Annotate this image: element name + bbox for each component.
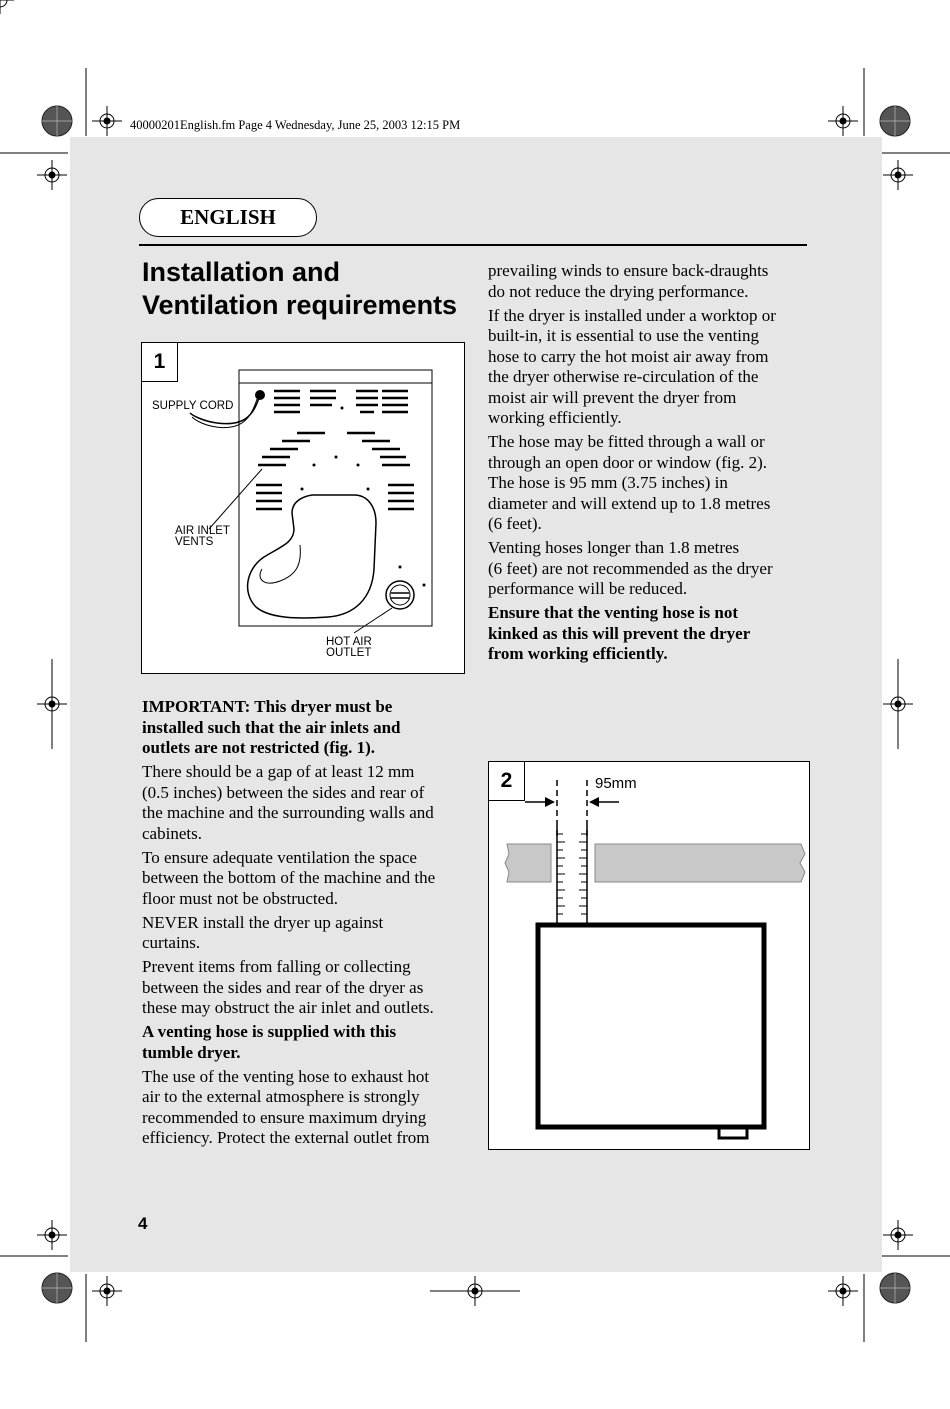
title-line: Ventilation requirements (142, 290, 458, 320)
title-line: Installation and (142, 257, 341, 287)
text-line: If the dryer is installed under a worktop or (488, 305, 776, 325)
figure-1-dryer-vents (141, 342, 465, 674)
text-line: kinked as this will prevent the dryer (488, 623, 751, 643)
text-line: the machine and the surrounding walls and (142, 803, 434, 822)
text-line: moist air will prevent the dryer from (488, 387, 737, 407)
text-line: Ensure that the venting hose is not (488, 603, 738, 622)
text-line: There should be a gap of at least 12 mm (142, 762, 415, 781)
figure-2-hose-through-wall (488, 761, 810, 1150)
page-number: 4 (138, 1214, 148, 1233)
text-line: working efficiently. (488, 408, 622, 427)
prevent-paragraph (142, 957, 464, 1019)
longer-paragraph (488, 538, 810, 600)
text-line: (6 feet). (488, 514, 542, 533)
text-line: floor must not be obstructed. (142, 888, 338, 908)
text-line: (0.5 inches) between the sides and rear of (142, 782, 425, 802)
text-line: outlets are not restricted (fig. 1). (142, 738, 376, 757)
text-line: between the sides and rear of the dryer as (142, 977, 424, 997)
text-line: between the bottom of the machine and the (142, 868, 436, 887)
text-line: tumble dryer. (142, 1042, 241, 1062)
text-line: Prevent items from falling or collecting (142, 957, 411, 976)
hot-air-label: HOT AIR (326, 636, 372, 648)
winds-paragraph (488, 261, 810, 302)
text-line: from working efficiently. (488, 644, 668, 663)
fitted-paragraph (488, 432, 810, 535)
hose-supplied-paragraph (142, 1022, 464, 1063)
text-line: diameter and will extend up to 1.8 metres (488, 493, 771, 513)
language-tab: ENGLISH (139, 198, 317, 237)
text-line: The use of the venting hose to exhaust hot (142, 1066, 430, 1086)
text-line: A venting hose is supplied with this (142, 1022, 397, 1041)
text-line: through an open door or window (fig. 2). (488, 452, 768, 472)
text-line: NEVER install the dryer up against (142, 912, 384, 932)
text-line: air to the external atmosphere is strongly (142, 1087, 420, 1106)
text-line: Venting hoses longer than 1.8 metres (488, 538, 740, 557)
print-header: 40000201English.fm Page 4 Wednesday, June 25, 2003 12:15 PM (130, 118, 461, 132)
supply-cord-label: SUPPLY CORD (152, 400, 234, 412)
text-line: IMPORTANT: This dryer must be (142, 697, 393, 716)
figure-number: 2 (488, 761, 525, 801)
text-line: efficiency. Protect the external outlet from (142, 1128, 430, 1147)
ensure-paragraph (488, 603, 810, 665)
worktop-paragraph (488, 306, 810, 429)
use-hose-paragraph (142, 1067, 464, 1149)
important-paragraph (142, 697, 464, 759)
text-line: curtains. (142, 933, 201, 952)
text-line: The hose is 95 mm (3.75 inches) in (488, 473, 728, 492)
header-rule (139, 244, 807, 246)
air-inlet-label: AIR INLET (175, 525, 230, 537)
hot-air-label-2: OUTLET (326, 647, 372, 659)
text-line: built-in, it is essential to use the venting (488, 326, 760, 345)
text-line: hose to carry the hot moist air away from (488, 346, 769, 366)
never-paragraph (142, 913, 464, 954)
gap-paragraph (142, 762, 464, 844)
text-line: cabinets. (142, 823, 202, 843)
right-text-column (488, 261, 810, 668)
text-line: (6 feet) are not recommended as the dryer (488, 558, 773, 578)
hose-diagram (489, 762, 811, 1151)
text-line: prevailing winds to ensure back-draughts (488, 261, 769, 280)
text-line: these may obstruct the air inlet and outlets. (142, 998, 434, 1017)
dimension-label: 95mm (595, 775, 637, 792)
text-line: do not reduce the drying performance. (488, 281, 749, 301)
air-inlet-label-2: VENTS (175, 536, 214, 548)
section-title (142, 256, 472, 322)
text-line: The hose may be fitted through a wall or (488, 432, 765, 451)
figure-number: 1 (141, 342, 178, 382)
text-line: performance will be reduced. (488, 579, 688, 598)
text-line: To ensure adequate ventilation the space (142, 847, 417, 867)
text-line: recommended to ensure maximum drying (142, 1107, 427, 1127)
left-text-column (142, 697, 464, 1152)
text-line: installed such that the air inlets and (142, 717, 401, 737)
text-line: the dryer otherwise re-circulation of the (488, 367, 759, 386)
ventilation-paragraph (142, 848, 464, 910)
dryer-rear-illustration (142, 343, 466, 675)
